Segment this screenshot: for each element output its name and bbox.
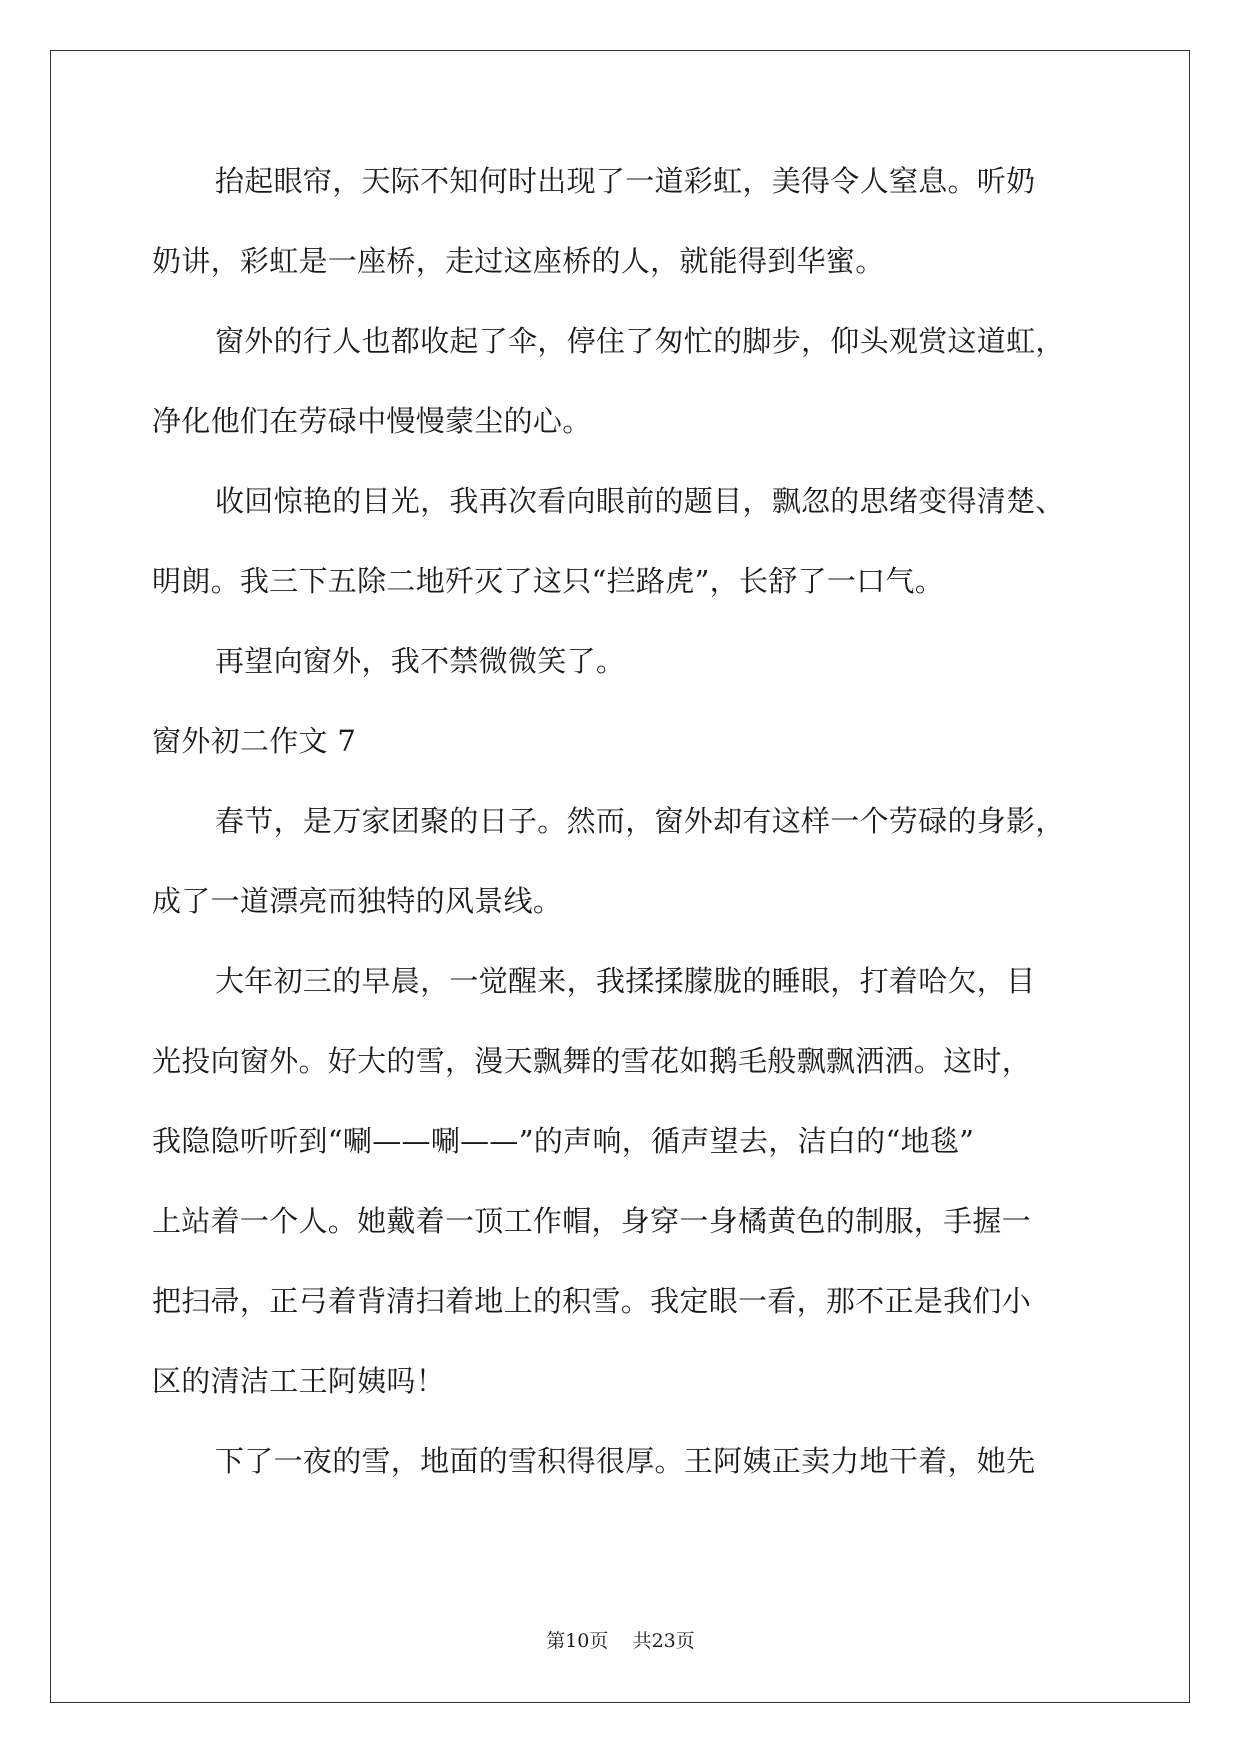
section-heading: 窗外初二作文 7 [152,724,357,758]
text-line: 春节，是万家团聚的日子。然而，窗外却有这样一个劳碌的身影， [215,804,1065,838]
text-line: 我隐隐听听到“唰——唰——”的声响，循声望去，洁白的“地毯” [152,1124,975,1158]
text-line: 下了一夜的雪，地面的雪积得很厚。王阿姨正卖力地干着，她先 [215,1444,1036,1478]
text-line: 成了一道漂亮而独特的风景线。 [152,884,563,918]
text-line: 上站着一个人。她戴着一顶工作帽，身穿一身橘黄色的制服，手握一 [152,1204,1032,1238]
text-line: 大年初三的早晨，一觉醒来，我揉揉朦胧的睡眼，打着哈欠，目 [215,964,1036,998]
text-line: 明朗。我三下五除二地歼灭了这只“拦路虎”，长舒了一口气。 [152,564,945,598]
current-page-label: 第10页 [546,1630,609,1652]
text-line: 奶讲，彩虹是一座桥，走过这座桥的人，就能得到华蜜。 [152,244,885,278]
text-line: 窗外的行人也都收起了伞，停住了匆忙的脚步，仰头观赏这道虹， [215,324,1065,358]
text-line: 把扫帚，正弓着背清扫着地上的积雪。我定眼一看，那不正是我们小 [152,1284,1032,1318]
text-line: 收回惊艳的目光，我再次看向眼前的题目，飘忽的思绪变得清楚、 [215,484,1065,518]
footer-spacer [608,1630,632,1652]
text-line: 净化他们在劳碌中慢慢蒙尘的心。 [152,404,592,438]
text-line: 抬起眼帘，天际不知何时出现了一道彩虹，美得令人窒息。听奶 [215,164,1036,198]
text-line: 光投向窗外。好大的雪，漫天飘舞的雪花如鹅毛般飘飘洒洒。这时， [152,1044,1032,1078]
total-pages-label: 共23页 [632,1630,695,1652]
text-line: 区的清洁工王阿姨吗！ [152,1364,446,1398]
page-footer [0,1628,1241,1654]
text-line: 再望向窗外，我不禁微微笑了。 [215,644,626,678]
